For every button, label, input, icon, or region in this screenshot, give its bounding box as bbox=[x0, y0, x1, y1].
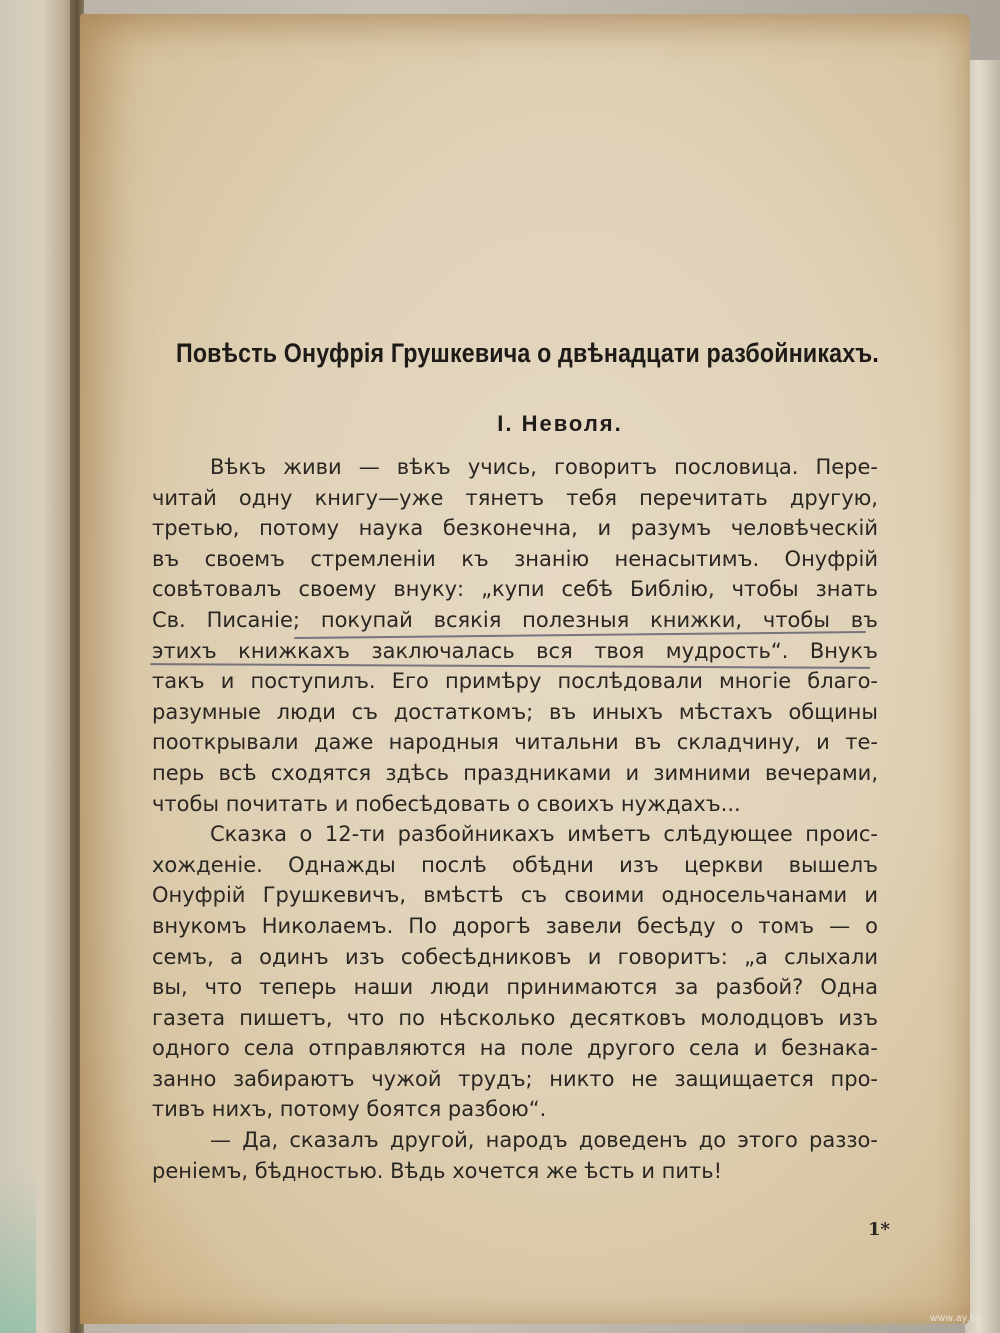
text-line: чтобы почитать и побесѣдовать о своихъ нуждахъ... bbox=[152, 791, 741, 816]
text-line: Онуфрій Грушкевичъ, вмѣстѣ съ своими односельчанами и bbox=[152, 883, 878, 908]
text-line: пооткрывали даже народныя читальни въ складчину, и те- bbox=[152, 730, 878, 755]
text-line: тивъ нихъ, потому боятся разбою“. bbox=[152, 1097, 547, 1122]
text-line: третью, потому наука безконечна, и разумъ человѣческій bbox=[152, 516, 878, 541]
table-surface-tint bbox=[0, 1173, 36, 1333]
book-page bbox=[80, 14, 970, 1324]
page-number: 1* bbox=[868, 1219, 890, 1240]
text-line: перь всѣ сходятся здѣсь праздниками и зимними вечерами, bbox=[152, 760, 878, 785]
text-line: занно забираютъ чужой трудъ; никто не защищается про- bbox=[152, 1066, 878, 1091]
text-line: вы, что теперь наши люди принимаются за разбой? Одна bbox=[152, 975, 878, 1000]
watermark: www.ay.by bbox=[930, 1313, 982, 1324]
text-line: газета пишетъ, что по нѣсколько десятковъ молодцовъ изъ bbox=[152, 1005, 878, 1030]
text-line: читай одну книгу—уже тянетъ тебя перечитать другую, bbox=[152, 485, 878, 510]
page-stack-edge bbox=[965, 60, 1000, 1333]
text-line: разумные люди съ достаткомъ; въ иныхъ мѣстахъ общины bbox=[152, 699, 878, 724]
text-line: этихъ книжкахъ заключалась вся твоя мудрость“. Внукъ bbox=[152, 638, 878, 663]
text-line: одного села отправляются на поле другого села и безнака- bbox=[152, 1036, 878, 1061]
text-line: въ своемъ стремленіи къ знанію ненасытимъ. Онуфрій bbox=[152, 546, 878, 571]
chapter-heading: I. Неволя. bbox=[497, 411, 623, 436]
previous-page-edge bbox=[0, 0, 78, 1333]
text-line: совѣтовалъ своему внуку: „купи себѣ Библію, чтобы знать bbox=[152, 577, 878, 602]
text-line: внукомъ Николаемъ. По дорогѣ завели бесѣду о томъ — о bbox=[152, 913, 878, 938]
body-text bbox=[152, 452, 878, 1186]
text-line: такъ и поступилъ. Его примѣру послѣдовали многіе благо- bbox=[152, 669, 878, 694]
text-line: Св. Писаніе; покупай всякія полезныя книжки, чтобы въ bbox=[152, 607, 878, 632]
text-line: Вѣкъ живи — вѣкъ учись, говоритъ пословица. Пере- bbox=[210, 455, 878, 479]
text-line: хожденіе. Однажды послѣ обѣдни изъ церкви вышелъ bbox=[152, 852, 878, 877]
text-line: Сказка о 12-ти разбойникахъ имѣетъ слѣдующее проис- bbox=[210, 822, 878, 847]
text-line: — Да, сказалъ другой, народъ доведенъ до этого раззо- bbox=[210, 1128, 878, 1153]
story-title: Повѣсть Онуфрія Грушкевича о двѣнадцати разбойникахъ. bbox=[175, 338, 880, 368]
text-line: реніемъ, бѣдностью. Вѣдь хочется же ѣсть и пить! bbox=[152, 1158, 723, 1183]
text-line: семъ, а одинъ изъ собесѣдниковъ и говоритъ: „а слыхали bbox=[152, 944, 878, 969]
